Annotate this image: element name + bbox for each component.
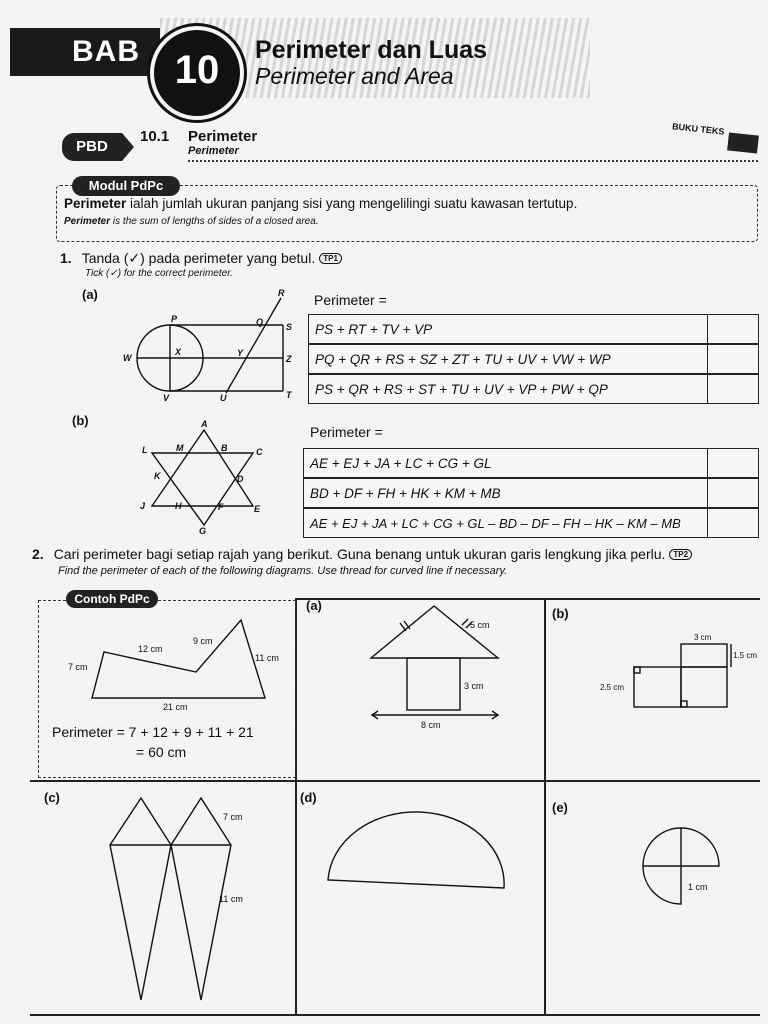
q1a-option-3: PS + QR + RS + ST + TU + UV + VP + PW + QP	[308, 374, 708, 404]
definition-en-term: Perimeter	[64, 216, 111, 227]
q2b-label: (b)	[552, 606, 569, 621]
q2b-top-rect	[681, 644, 727, 667]
definition-en-text: is the sum of lengths of sides of a closed area.	[110, 216, 319, 227]
example-perimeter-working: Perimeter = 7 + 12 + 9 + 11 + 21	[52, 724, 254, 740]
chapter-number: 10	[174, 48, 220, 92]
question-2-number: 2.	[32, 546, 44, 562]
q1b-point-f: F	[218, 502, 224, 512]
example-label-21: 21 cm	[163, 702, 188, 712]
question-2-text: Cari perimeter bagi setiap rajah yang berikut. Guna benang untuk ukuran garis lengkung jika perlu.	[53, 546, 666, 562]
section-subtitle: Perimeter	[188, 145, 239, 157]
q1a-label: (a)	[82, 287, 98, 302]
q1a-point-w: W	[123, 353, 132, 363]
grid-bottom-border	[30, 1014, 760, 1016]
pbd-arrow-icon	[122, 133, 134, 161]
q2e-label: (e)	[552, 800, 568, 815]
q1a-point-q: Q	[256, 317, 264, 327]
q1a-tick-box-1[interactable]	[707, 314, 759, 344]
q1a-diagram	[115, 288, 305, 408]
q1b-point-m: M	[176, 443, 184, 453]
modul-tag: Modul PdPc	[72, 176, 180, 196]
q2a-label-8cm: 8 cm	[421, 720, 441, 730]
q2e-label-1cm: 1 cm	[688, 882, 708, 892]
grid-divider-h1	[30, 780, 760, 782]
q1b-option-2: BD + DF + FH + HK + KM + MB	[303, 478, 708, 508]
chapter-header	[10, 8, 760, 98]
bab-label: BAB	[10, 28, 160, 76]
question-1-number: 1.	[60, 250, 72, 266]
q2d-label: (d)	[300, 790, 317, 805]
q1a-point-s: S	[286, 322, 293, 332]
q1a-point-z: Z	[286, 354, 292, 364]
q2d-diagram	[320, 800, 510, 895]
q2b-left-rect	[634, 667, 681, 707]
q1b-tick-box-3[interactable]	[707, 508, 759, 538]
question-2-translation: Find the perimeter of each of the following diagrams. Use thread for curved line if necessary.	[58, 565, 508, 577]
q2a-tick-right	[462, 619, 468, 625]
example-tag: Contoh PdPc	[66, 590, 158, 608]
q2b-right-angle-icon-2	[681, 701, 687, 707]
chapter-title-ms: Perimeter dan Luas	[255, 36, 488, 64]
example-label-11: 11 cm	[255, 653, 279, 663]
q1b-triangle-down	[152, 453, 253, 525]
example-perimeter-result: = 60 cm	[136, 744, 187, 760]
q1b-tick-box-2[interactable]	[707, 478, 759, 508]
q2b-label-2-5cm: 2.5 cm	[600, 683, 625, 692]
q2a-roof-triangle	[371, 606, 498, 658]
example-polygon	[92, 620, 265, 698]
section-number: 10.1	[140, 128, 170, 145]
q2a-label-5cm: 5 cm	[470, 620, 490, 630]
q1b-option-1: AE + EJ + JA + LC + CG + GL	[303, 448, 708, 478]
q1a-diagonal	[226, 298, 281, 393]
q2c-diagram	[100, 790, 260, 1010]
example-label-12: 12 cm	[138, 644, 163, 654]
q2a-label: (a)	[306, 598, 322, 613]
q2a-square	[407, 658, 460, 710]
question-1-translation: Tick (✓) for the correct perimeter.	[85, 268, 233, 279]
q2c-label: (c)	[44, 790, 60, 805]
q1a-point-x: X	[175, 347, 182, 357]
example-label-9: 9 cm	[193, 636, 213, 646]
q2b-label-3cm: 3 cm	[694, 633, 712, 642]
question-2-instruction	[32, 546, 692, 562]
tp1-badge: TP1	[319, 253, 342, 264]
q2e-diagram	[635, 820, 730, 915]
q1a-tick-box-3[interactable]	[707, 374, 759, 404]
question-1-text: Tanda (✓) pada perimeter yang betul.	[81, 250, 316, 266]
q1b-point-c: C	[256, 447, 263, 457]
section-divider	[188, 160, 758, 162]
example-label-7: 7 cm	[68, 662, 88, 672]
q1a-point-y: Y	[237, 348, 244, 358]
chapter-number-badge	[150, 26, 244, 120]
section-title: Perimeter	[188, 128, 258, 145]
chapter-title-en: Perimeter and Area	[255, 63, 454, 89]
q1a-point-v: V	[163, 393, 170, 403]
q2b-right-rect	[681, 667, 727, 707]
q1a-point-r: R	[278, 288, 285, 298]
q1a-tick-box-2[interactable]	[707, 344, 759, 374]
q2b-label-1-5cm: 1.5 cm	[733, 651, 758, 660]
q2b-diagram	[595, 630, 760, 715]
q2d-semicircle	[328, 812, 504, 888]
q1a-point-p: P	[171, 314, 178, 324]
example-diagram	[60, 610, 290, 720]
definition-ms-text: ialah jumlah ukuran panjang sisi yang mengelilingi suatu kawasan tertutup.	[126, 196, 578, 211]
q1a-point-u: U	[220, 393, 227, 403]
q1a-perimeter-label: Perimeter =	[314, 292, 387, 308]
buku-teks-page-icon	[727, 132, 759, 153]
q2b-right-angle-icon	[634, 667, 640, 673]
q2c-kite-left	[110, 798, 171, 1000]
definition-ms-term: Perimeter	[64, 196, 127, 211]
q1b-point-b: B	[221, 443, 228, 453]
q1b-label: (b)	[72, 413, 89, 428]
q2a-label-3cm: 3 cm	[464, 681, 484, 691]
pbd-badge: PBD	[62, 133, 122, 161]
q1a-option-2: PQ + QR + RS + SZ + ZT + TU + UV + VW + WP	[308, 344, 708, 374]
q1b-point-e: E	[254, 504, 261, 514]
tp2-badge: TP2	[669, 549, 692, 560]
q1b-point-h: H	[175, 501, 182, 511]
question-1-instruction	[60, 250, 342, 267]
definition-ms	[64, 196, 577, 211]
q1b-point-j: J	[140, 501, 146, 511]
q1b-point-l: L	[142, 445, 148, 455]
q1a-option-1: PS + RT + TV + VP	[308, 314, 708, 344]
q1b-point-d: D	[237, 474, 244, 484]
q1b-perimeter-label: Perimeter =	[310, 424, 383, 440]
q2a-tick-left	[400, 623, 406, 631]
buku-teks-label: BUKU TEKS	[671, 121, 725, 137]
grid-divider-v2	[544, 598, 546, 1016]
q1b-point-a: A	[201, 419, 208, 429]
q1b-option-3: AE + EJ + JA + LC + CG + GL – BD – DF – FH – HK – KM – MB	[303, 508, 708, 538]
definition-en	[64, 216, 319, 227]
q1b-triangle-up	[152, 430, 253, 506]
q1b-tick-box-1[interactable]	[707, 448, 759, 478]
q1a-point-t: T	[286, 390, 292, 400]
q1b-star-diagram	[135, 418, 265, 536]
q1b-point-g: G	[199, 526, 207, 536]
q2c-label-11cm: 11 cm	[219, 894, 243, 904]
q2a-diagram	[365, 600, 505, 740]
q2c-label-7cm: 7 cm	[223, 812, 243, 822]
q1b-point-k: K	[154, 471, 161, 481]
